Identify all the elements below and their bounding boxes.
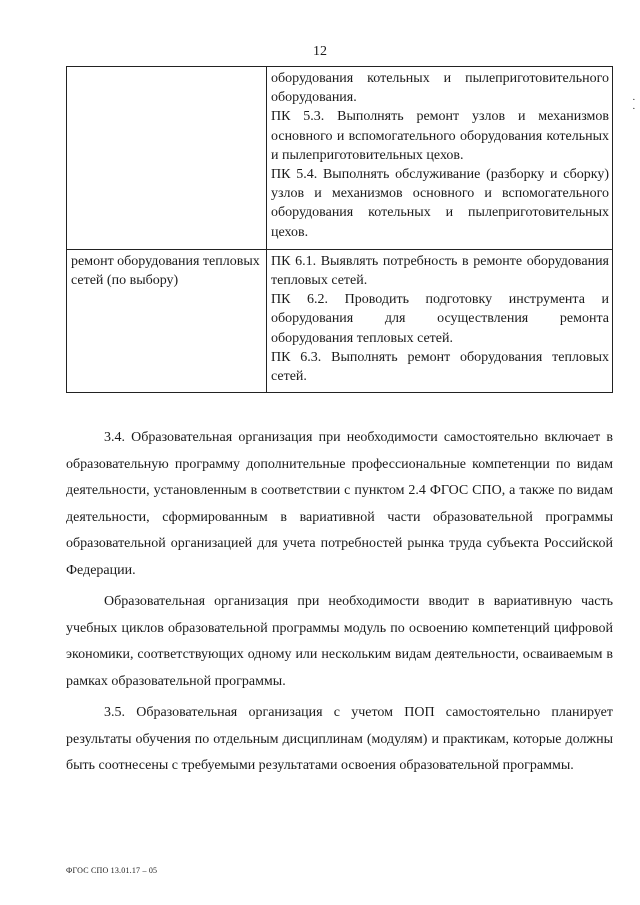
paragraph-3-5: 3.5. Образовательная организация с учетом ПОП самостоятельно планирует результаты обучения по отдельным дисциплинам (модулям) и практикам, которые должны быть соотнесены с требуемыми результатами освоения образовательной программы. — [66, 705, 613, 773]
activity-cell: ремонт оборудования тепловых сетей (по выбору) — [67, 249, 267, 392]
competency-pk-5-3: ПК 5.3. Выполнять ремонт узлов и механизмов основного и вспомогательного оборудования котельных и пылеприготовительных цехов. — [271, 109, 609, 163]
competency-pk-6-1: ПК 6.1. Выявлять потребность в ремонте оборудования тепловых сетей. — [271, 253, 609, 289]
competencies-cell — [267, 249, 613, 392]
margin-scan-mark: · · — [632, 94, 636, 115]
competency-pk-5-4: ПК 5.4. Выполнять обслуживание (разборку и сборку) узлов и механизмов основного и вспомогательного оборудования котельных и пылеприготовительных цехов. — [271, 167, 609, 240]
paragraph-3-4: 3.4. Образовательная организация при необходимости самостоятельно включает в образовательную программу дополнительные профессиональные компетенции по видам деятельности, установленным в соответствии с пунктом 2.4 ФГОС СПО, а также по видам деятельности, сформированным в вариативной части образовательной программы образовательной организацией для учета потребностей рынка труда субъекта Российской Федерации. — [66, 430, 613, 578]
activity-cell — [67, 67, 267, 250]
competency-pk-6-3: ПК 6.3. Выполнять ремонт оборудования тепловых сетей. — [271, 349, 609, 385]
table-row — [67, 249, 613, 392]
competency-text: оборудования котельных и пылеприготовительного оборудования. — [271, 71, 609, 106]
competencies-table — [66, 66, 613, 393]
paragraph-digital-economy: Образовательная организация при необходимости вводит в вариативную часть учебных циклов образовательной программы модуль по освоению компетенций цифровой экономики, соответствующих одному или нескольким видам деятельности, осваиваемым в рамках образовательной программы. — [66, 594, 613, 689]
competency-pk-6-2: ПК 6.2. Проводить подготовку инструмента и оборудования для осуществления ремонта оборудования тепловых сетей. — [271, 292, 609, 346]
body-text — [66, 425, 613, 785]
page-number: 12 — [313, 44, 327, 59]
table-row — [67, 67, 613, 250]
footer-code: ФГОС СПО 13.01.17 – 05 — [66, 866, 158, 875]
competencies-cell — [267, 67, 613, 250]
